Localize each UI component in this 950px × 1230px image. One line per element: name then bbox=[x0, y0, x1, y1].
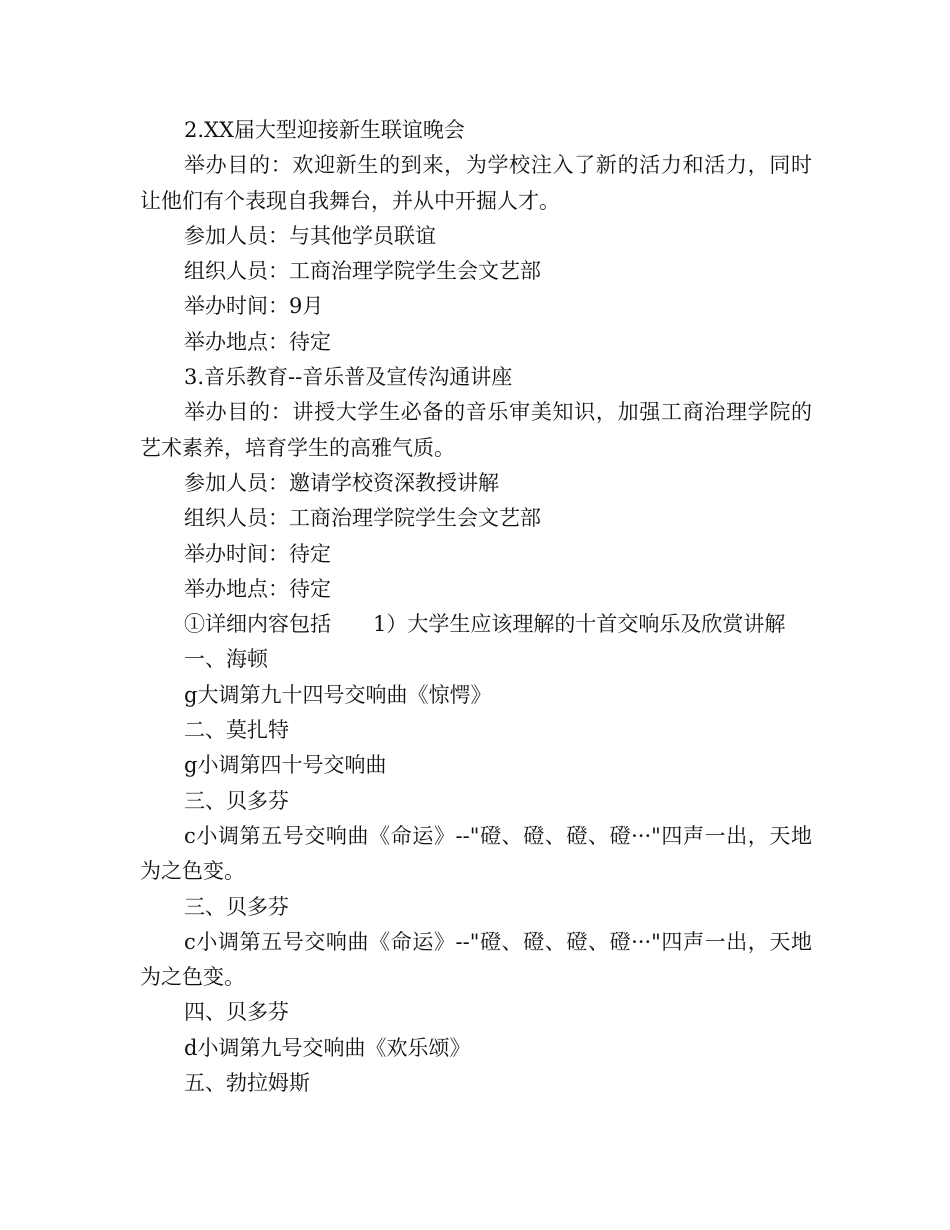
section-heading-welcome-party: 2.XX届大型迎接新生联谊晚会 bbox=[184, 118, 465, 142]
list-item-composer: 三、贝多芬 bbox=[184, 788, 289, 813]
list-item-composer: 四、贝多芬 bbox=[184, 1000, 289, 1025]
paragraph-purpose: 举办目的：讲授大学生必备的音乐审美知识，加强工商治理学院的艺术素养，培育学生的高雅气质。 bbox=[140, 400, 812, 460]
list-item-work: g大调第九十四号交响曲《惊愕》 bbox=[184, 682, 492, 707]
paragraph-purpose: 举办目的：欢迎新生的到来，为学校注入了新的活力和活力，同时让他们有个表现自我舞台，并从中开掘人才。 bbox=[140, 153, 812, 213]
paragraph-content-intro: ①详细内容包括 1）大学生应该理解的十首交响乐及欣赏讲解 bbox=[184, 612, 786, 637]
list-item-work: d小调第九号交响曲《欢乐颂》 bbox=[184, 1035, 471, 1060]
list-item-composer: 五、勃拉姆斯 bbox=[184, 1071, 310, 1096]
document-body bbox=[140, 113, 812, 1101]
paragraph-organizers: 组织人员：工商治理学院学生会文艺部 bbox=[184, 506, 541, 531]
list-item-composer: 三、贝多芬 bbox=[184, 894, 289, 919]
paragraph-organizers: 组织人员：工商治理学院学生会文艺部 bbox=[184, 259, 541, 284]
list-item-composer: 一、海顿 bbox=[184, 647, 268, 672]
list-item-composer: 二、莫扎特 bbox=[184, 718, 289, 743]
list-item-work: c小调第五号交响曲《命运》--"磴、磴、磴、磴···"四声一出，天地为之色变。 bbox=[140, 823, 812, 884]
section-heading-music-lecture: 3.音乐教育--音乐普及宣传沟通讲座 bbox=[184, 365, 513, 390]
paragraph-location: 举办地点：待定 bbox=[184, 576, 331, 601]
paragraph-time: 举办时间：待定 bbox=[184, 541, 331, 566]
paragraph-participants: 参加人员：与其他学员联谊 bbox=[184, 223, 436, 248]
paragraph-time: 举办时间：9月 bbox=[184, 294, 324, 319]
list-item-work: g小调第四十号交响曲 bbox=[184, 753, 387, 778]
paragraph-location: 举办地点：待定 bbox=[184, 329, 331, 354]
paragraph-participants: 参加人员：邀请学校资深教授讲解 bbox=[184, 470, 499, 495]
list-item-work: c小调第五号交响曲《命运》--"磴、磴、磴、磴···"四声一出，天地为之色变。 bbox=[140, 929, 812, 990]
